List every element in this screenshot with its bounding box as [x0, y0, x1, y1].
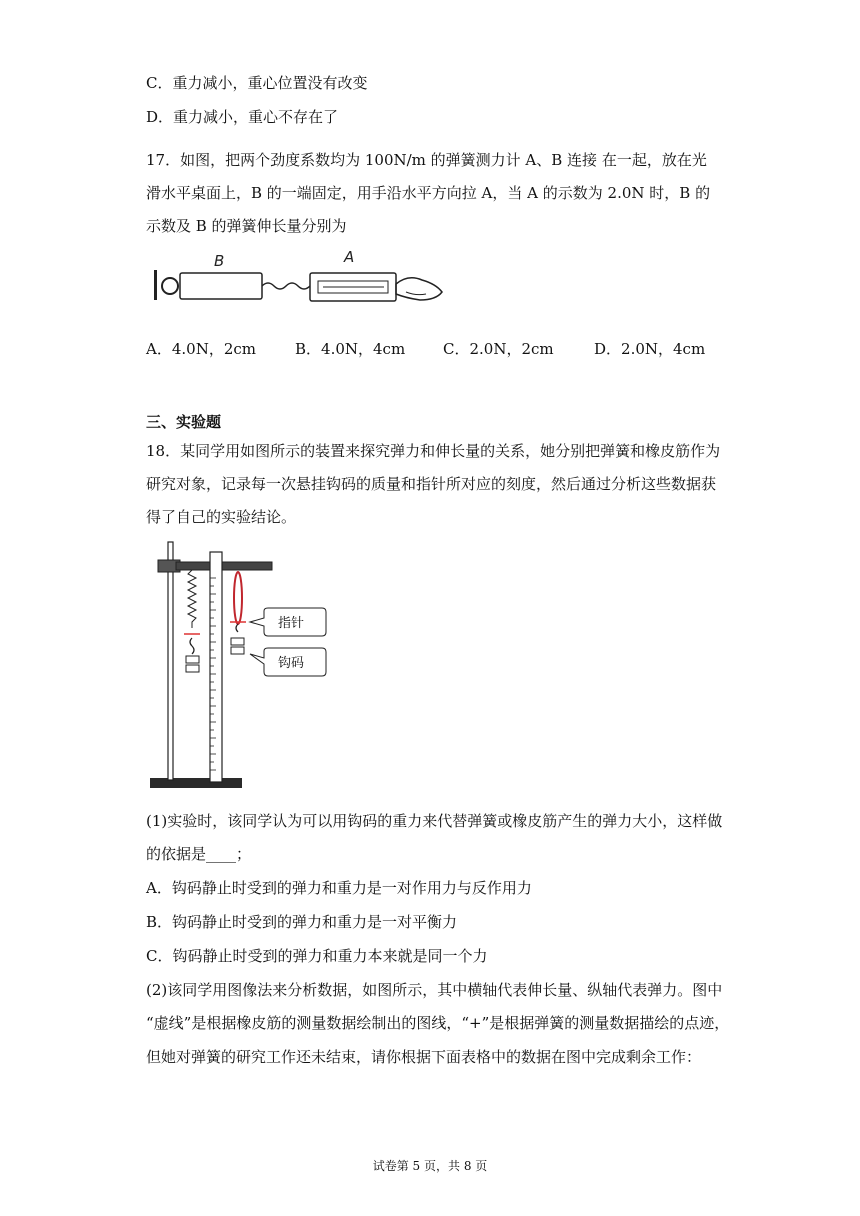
q17-option-c: C．2.0N，2cm — [443, 340, 554, 358]
section-title: 三、实验题 — [146, 413, 222, 431]
scale-b-body — [180, 273, 262, 299]
q18-stem-line2: 研究对象，记录每一次悬挂钩码的质量和指针所对应的刻度，然后通过分析这些数据获 — [146, 475, 717, 493]
q18-part2-line2: “虚线”是根据橡皮筋的测量数据绘制出的图线，“+”是根据弹簧的测量数据描绘的点迹， — [146, 1014, 730, 1032]
ruler — [210, 552, 222, 782]
rubber-band — [234, 572, 242, 624]
q18-part1-line2: 的依据是____； — [146, 845, 252, 863]
stand-pole — [168, 542, 173, 780]
q16-option-d: D．重力减小，重心不存在了 — [146, 108, 339, 126]
weights-callout-label: 钩码 — [278, 656, 305, 671]
q18-stem-line3: 得了自己的实验结论。 — [146, 508, 297, 526]
wall-mount — [154, 270, 157, 300]
q17-stem-line3: 示数及 B 的弹簧伸长量分别为 — [146, 217, 347, 235]
band-weight-2 — [231, 647, 244, 654]
rubber-band-hook — [236, 624, 238, 632]
spring-hook — [190, 638, 194, 654]
q18-part1-line1: (1)实验时，该同学认为可以用钩码的重力来代替弹簧或橡皮筋产生的弹力大小，这样做 — [146, 812, 723, 830]
q18-part2-line1: (2)该同学用图像法来分析数据，如图所示，其中横轴代表伸长量、纵轴代表弹力。图中 — [146, 981, 723, 999]
q17-spring-scale-figure — [148, 248, 453, 314]
page-footer: 试卷第 5 页，共 8 页 — [372, 1159, 488, 1173]
q18-stem-line1: 18．某同学用如图所示的装置来探究弹力和伸长量的关系，她分别把弹簧和橡皮筋作为 — [146, 442, 721, 460]
pointer-callout-label: 指针 — [278, 616, 305, 631]
q18-part1-option-c: C．钩码静止时受到的弹力和重力本来就是同一个力 — [146, 947, 488, 965]
q17-option-a: A．4.0N，2cm — [146, 340, 256, 358]
scale-b-label: B — [214, 252, 225, 270]
scale-a-label: A — [344, 248, 355, 266]
stand-base — [150, 778, 242, 788]
q17-option-b: B．4.0N，4cm — [295, 340, 406, 358]
q17-stem-line1: 17．如图，把两个劲度系数均为 100N/m 的弹簧测力计 A、B 连接 在一起，放在光 — [146, 151, 707, 169]
q16-option-c: C．重力减小，重心位置没有改变 — [146, 74, 368, 92]
q18-part2-line3: 但她对弹簧的研究工作还未结束，请你根据下面表格中的数据在图中完成剩余工作： — [146, 1048, 702, 1066]
band-weight-1 — [231, 638, 244, 645]
spring-weight-2 — [186, 665, 199, 672]
q18-apparatus-figure — [146, 538, 336, 793]
spring-weight-1 — [186, 656, 199, 663]
hand-finger — [406, 292, 426, 295]
q17-option-d: D．2.0N，4cm — [594, 340, 706, 358]
scale-b-ring — [162, 278, 178, 294]
q18-part1-option-a: A．钩码静止时受到的弹力和重力是一对作用力与反作用力 — [146, 879, 532, 897]
q18-part1-option-b: B．钩码静止时受到的弹力和重力是一对平衡力 — [146, 913, 458, 931]
q17-stem-line2: 滑水平桌面上，B 的一端固定，用手沿水平方向拉 A，当 A 的示数为 2.0N 时，B 的 — [146, 184, 711, 202]
spring — [188, 570, 196, 628]
connector-hook — [262, 283, 310, 289]
hand-icon — [396, 278, 442, 300]
horizontal-arm — [176, 562, 272, 570]
